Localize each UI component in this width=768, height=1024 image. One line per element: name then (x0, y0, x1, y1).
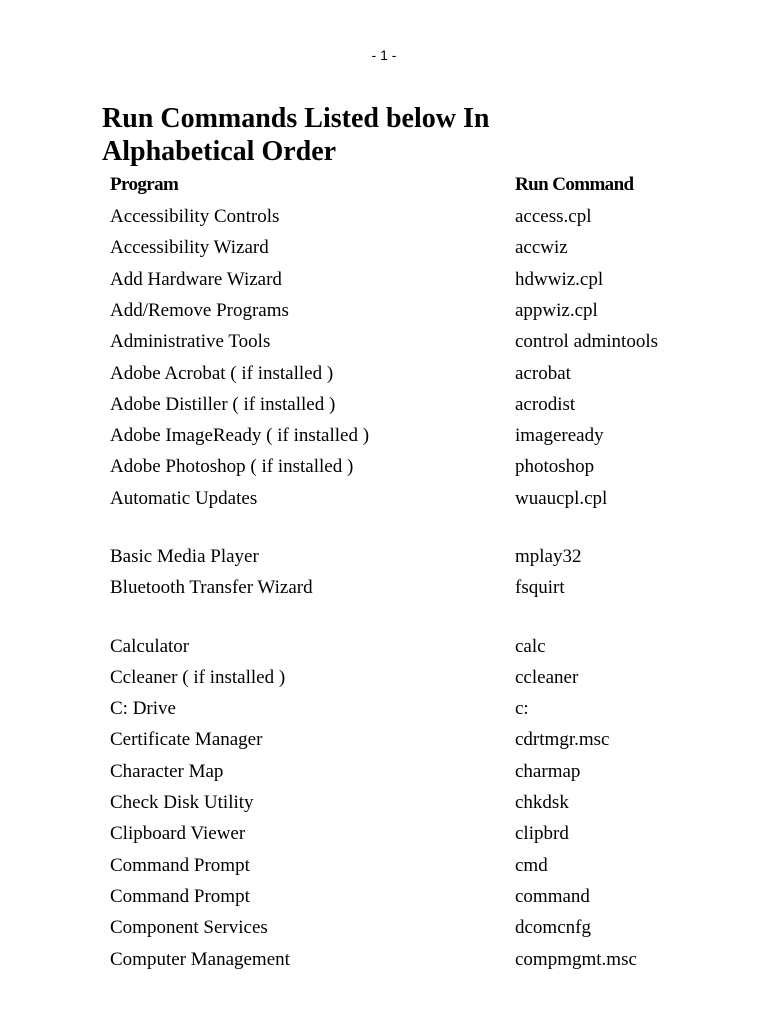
run-command: cmd (515, 855, 548, 876)
page-number: - 1 - (371, 47, 397, 63)
title-line: Alphabetical Order (102, 136, 337, 167)
program-name: Adobe Distiller ( if installed ) (110, 394, 336, 415)
run-command: imageready (515, 425, 604, 446)
run-command: charmap (515, 761, 581, 782)
program-name: Clipboard Viewer (110, 823, 246, 844)
program-name: Command Prompt (110, 855, 250, 876)
run-command: clipbrd (515, 823, 569, 844)
run-command: dcomcnfg (515, 917, 591, 938)
program-name: Automatic Updates (110, 488, 258, 509)
program-name: Bluetooth Transfer Wizard (110, 577, 313, 598)
run-command: control admintools (515, 331, 659, 352)
run-command: c: (515, 698, 529, 719)
program-name: Add Hardware Wizard (110, 269, 282, 290)
run-command: acrodist (515, 394, 576, 415)
run-command: command (515, 886, 590, 907)
program-name: Ccleaner ( if installed ) (110, 667, 286, 688)
run-command: accwiz (515, 237, 568, 258)
program-name: Basic Media Player (110, 546, 259, 567)
program-name: Check Disk Utility (110, 792, 254, 813)
program-name: Adobe ImageReady ( if installed ) (110, 425, 370, 446)
run-command: wuaucpl.cpl (515, 488, 608, 509)
program-name: Adobe Photoshop ( if installed ) (110, 456, 354, 477)
column-header-run-command: Run Command (515, 174, 634, 195)
program-name: Accessibility Controls (110, 206, 280, 227)
run-command: chkdsk (515, 792, 569, 813)
program-name: Character Map (110, 761, 224, 782)
program-name: Administrative Tools (110, 331, 271, 352)
run-command: ccleaner (515, 667, 579, 688)
run-command: mplay32 (515, 546, 582, 567)
program-name: Calculator (110, 636, 190, 657)
program-name: Add/Remove Programs (110, 300, 289, 321)
program-name: Adobe Acrobat ( if installed ) (110, 363, 334, 384)
page-title (102, 102, 662, 168)
run-command: appwiz.cpl (515, 300, 598, 321)
column-header-program: Program (110, 174, 179, 195)
program-name: C: Drive (110, 698, 176, 719)
program-name: Computer Management (110, 949, 290, 970)
run-command: calc (515, 636, 546, 657)
run-command: cdrtmgr.msc (515, 729, 610, 750)
run-command: acrobat (515, 363, 571, 384)
run-command: access.cpl (515, 206, 592, 227)
program-name: Component Services (110, 917, 268, 938)
run-command: compmgmt.msc (515, 949, 637, 970)
program-name: Accessibility Wizard (110, 237, 269, 258)
run-command: photoshop (515, 456, 595, 477)
run-command: fsquirt (515, 577, 565, 598)
run-command: hdwwiz.cpl (515, 269, 604, 290)
title-line: Run Commands Listed below In (102, 103, 490, 134)
program-name: Certificate Manager (110, 729, 263, 750)
program-name: Command Prompt (110, 886, 250, 907)
